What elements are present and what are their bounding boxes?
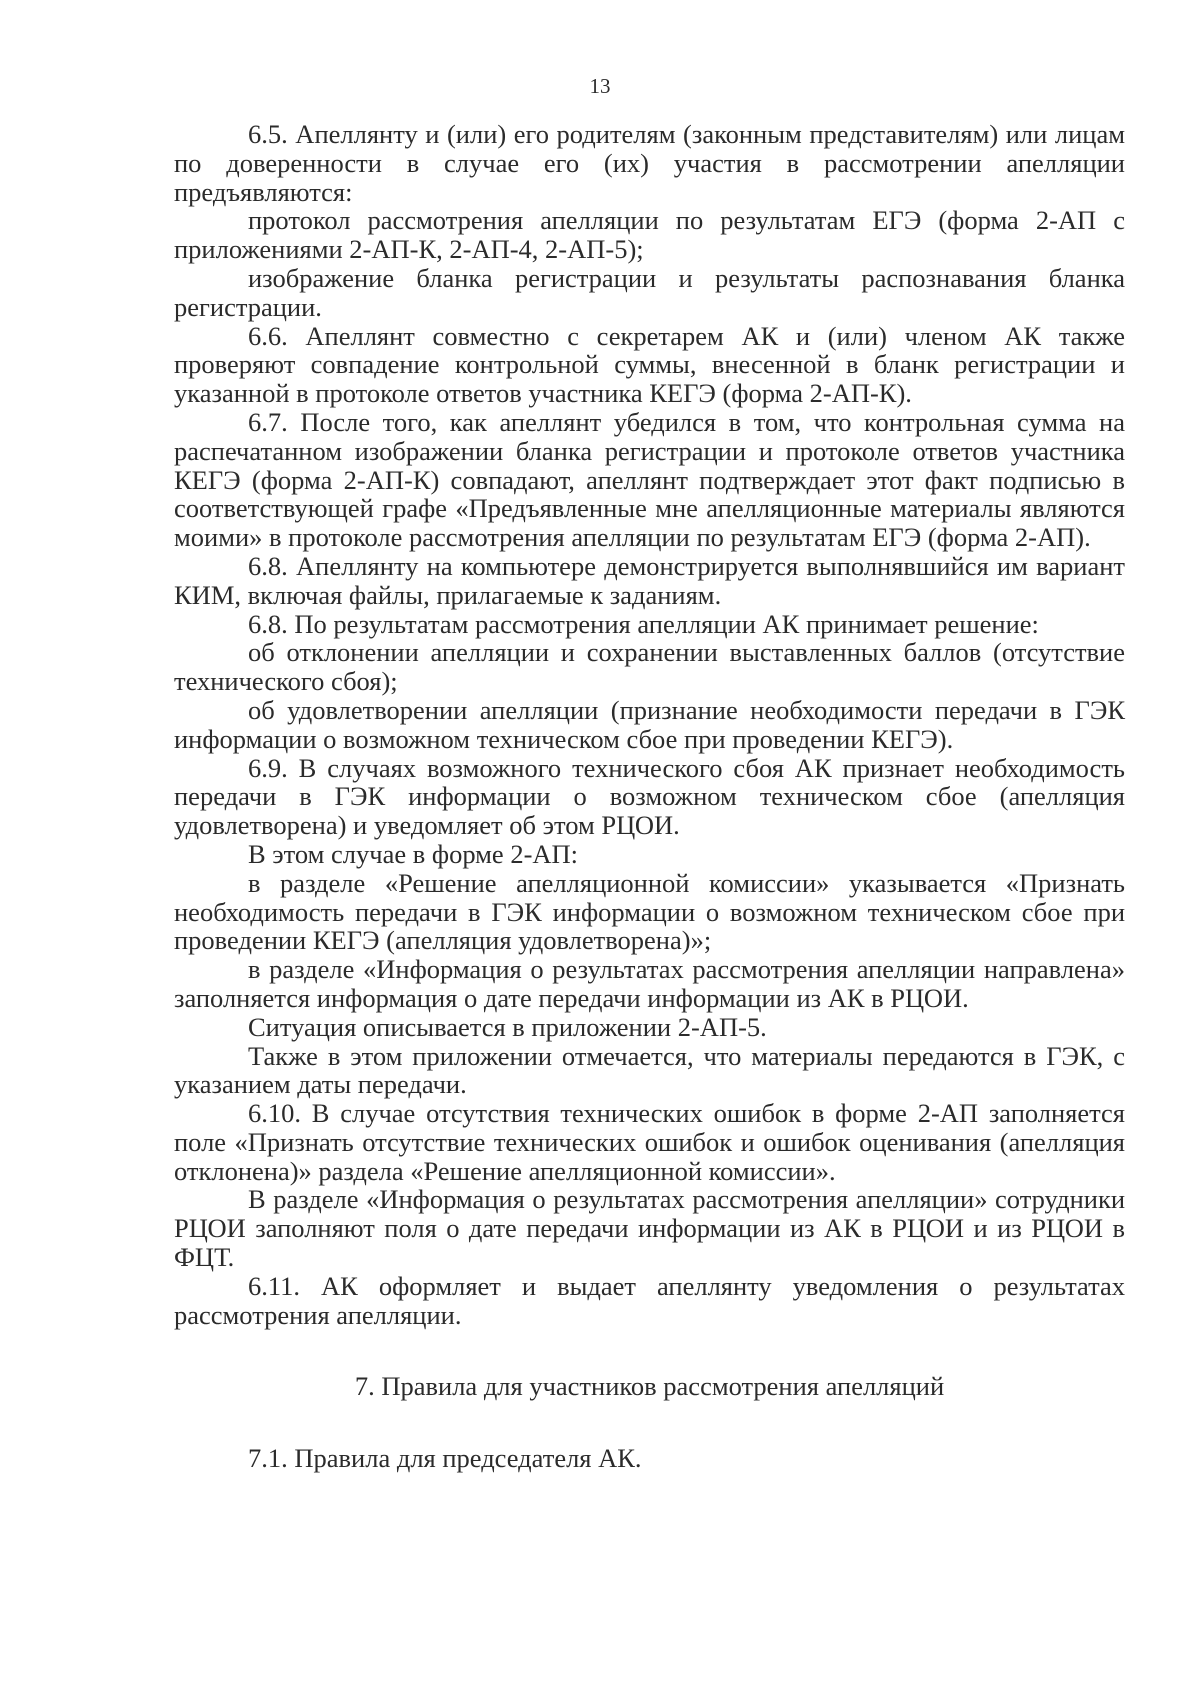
paragraph-decision-reject: об отклонении апелляции и сохранении выставленных баллов (отсутствие технического сбоя); <box>174 637 1125 697</box>
paragraph-6-11: 6.11. АК оформляет и выдает апеллянту уведомления о результатах рассмотрения апелляции. <box>174 1270 1125 1330</box>
paragraph-6-6: 6.6. Апеллянт совместно с секретарем АК и (или) членом АК также проверяют совпадение контрольной суммы, внесенной в бланк регистрации и указанной в протоколе ответов участника КЕГЭ (форма 2-АП-К). <box>174 320 1125 409</box>
paragraph-rcoi-fields: В разделе «Информация о результатах рассмотрения апелляции» сотрудники РЦОИ заполняют поля о дате передачи информации из АК в РЦОИ и из РЦОИ в ФЦТ. <box>174 1184 1125 1273</box>
section-heading: 7. Правила для участников рассмотрения апелляций <box>354 1371 945 1402</box>
document-body <box>174 120 1125 1473</box>
paragraph-6-8-demo: 6.8. Апеллянту на компьютере демонстрируется выполнявшийся им вариант КИМ, включая файлы, прилагаемые к заданиям. <box>174 550 1125 610</box>
paragraph-6-5: 6.5. Апеллянту и (или) его родителям (законным представителям) или лицам по доверенности в случае его (их) участия в рассмотрении апелляции предъявляются: <box>174 119 1125 207</box>
paragraph-section-decision: в разделе «Решение апелляционной комиссии» указывается «Признать необходимость передачи в ГЭК информации о возможном техническом сбое при проведении КЕГЭ (апелляция удовлетворена)»; <box>174 867 1125 956</box>
paragraph-6-7: 6.7. После того, как апеллянт убедился в том, что контрольная сумма на распечатанном изображении бланка регистрации и протоколе ответов участника КЕГЭ (форма 2-АП-К) совпадают, апеллянт подтверждает этот факт подписью в соответствующей графе «Предъявленные мне апелляционные материалы являются моими» в протоколе рассмотрения апелляции по результатам ЕГЭ (форма 2-АП). <box>174 406 1125 553</box>
paragraph-protocol-item: протокол рассмотрения апелляции по результатам ЕГЭ (форма 2-АП с приложениями 2-АП-К, 2-АП-4, 2-АП-5); <box>174 205 1125 265</box>
paragraph-decision-accept: об удовлетворении апелляции (признание необходимости передачи в ГЭК информации о возможном техническом сбое при проведении КЕГЭ). <box>174 694 1125 754</box>
paragraph-form-2ap: В этом случае в форме 2-АП: <box>248 838 579 869</box>
paragraph-section-info: в разделе «Информация о результатах рассмотрения апелляции направлена» заполняется информация о дате передачи информации из АК в РЦОИ. <box>174 954 1125 1013</box>
page-number: 13 <box>589 74 611 98</box>
subsection-heading: 7.1. Правила для председателя АК. <box>248 1443 642 1474</box>
paragraph-situation: Ситуация описывается в приложении 2-АП-5. <box>248 1011 767 1042</box>
paragraph-materials-transfer: Также в этом приложении отмечается, что материалы передаются в ГЭК, с указанием даты передачи. <box>174 1040 1125 1100</box>
paragraph-6-10: 6.10. В случае отсутствия технических ошибок в форме 2-АП заполняется поле «Признать отсутствие технических ошибок и ошибок оценивания (апелляция отклонена)» раздела «Решение апелляционной комиссии». <box>174 1098 1125 1186</box>
paragraph-image-item: изображение бланка регистрации и результаты распознавания бланка регистрации. <box>174 262 1125 322</box>
paragraph-6-8-decision: 6.8. По результатам рассмотрения апелляции АК принимает решение: <box>248 608 1039 639</box>
paragraph-6-9: 6.9. В случаях возможного технического сбоя АК признает необходимость передачи в ГЭК информации о возможном техническом сбое (апелляция удовлетворена) и уведомляет об этом РЦОИ. <box>174 752 1125 841</box>
